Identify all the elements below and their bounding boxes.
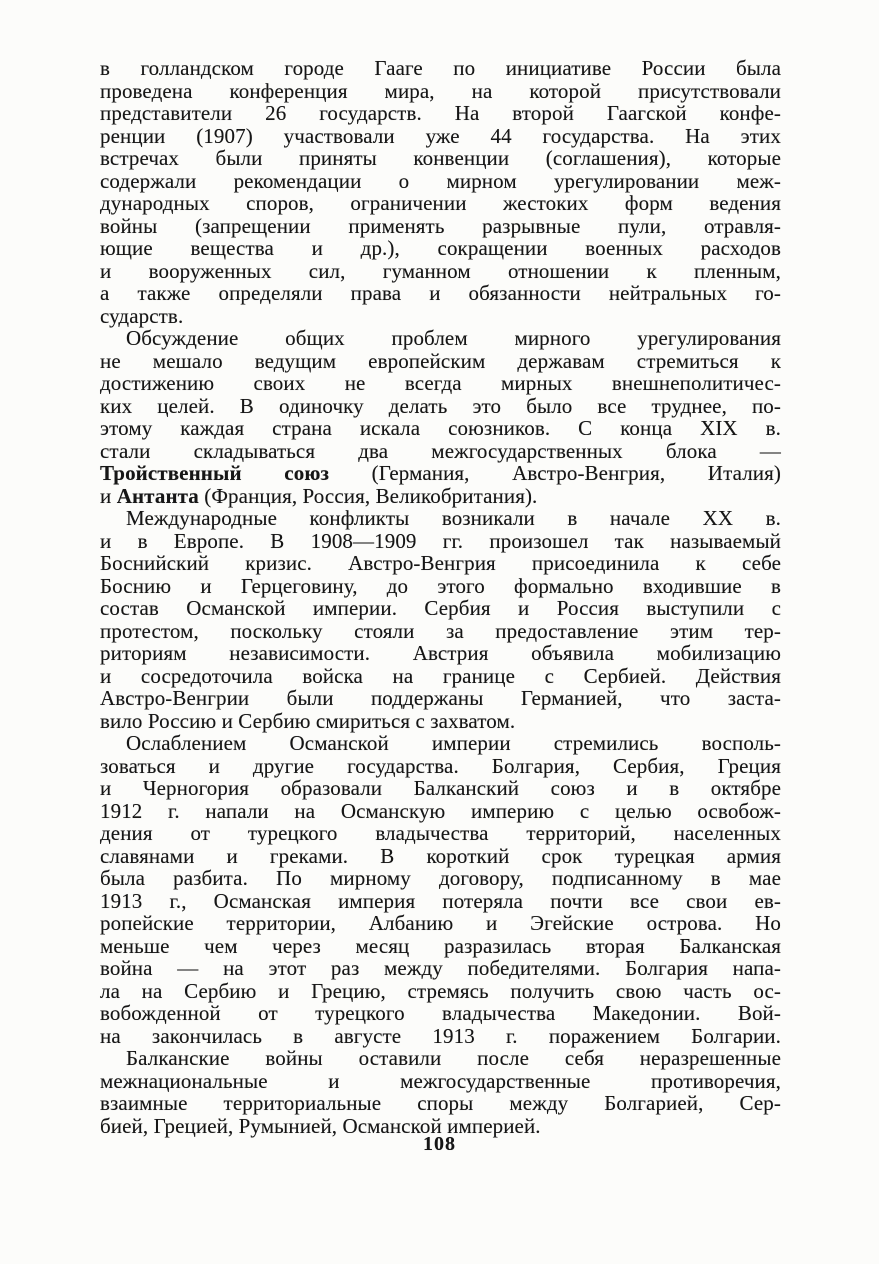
text-line — [100, 642, 781, 665]
text-segment: Ослаблением Османской империи стремились восполь- — [126, 731, 781, 755]
text-line — [100, 372, 781, 395]
text-line — [100, 665, 781, 688]
text-line — [100, 440, 781, 463]
text-segment: межнациональные и межгосударственные противоречия, — [100, 1068, 781, 1093]
text-segment: бией, Грецией, Румынией, Османской империей. — [100, 1113, 541, 1138]
text-line — [100, 507, 781, 530]
text-line — [100, 845, 781, 868]
text-line — [100, 552, 781, 575]
text-segment: и вооруженных сил, гуманном отношении к пленным, — [100, 258, 781, 283]
paragraph — [100, 1047, 781, 1137]
text-line — [100, 620, 781, 643]
text-segment: дения от турецкого владычества территорий, населенных — [100, 821, 781, 845]
text-segment: и — [100, 483, 117, 508]
text-segment: ренции (1907) участвовали уже 44 государства. На этих — [100, 123, 781, 148]
text-segment: содержали рекомендации о мирном урегулировании меж- — [100, 168, 781, 193]
text-segment: Боснийский кризис. Австро-Венгрия присоединила к себе — [100, 551, 781, 575]
text-line — [100, 822, 781, 845]
text-segment: на закончилась в августе 1913 г. поражением Болгарии. — [100, 1023, 781, 1048]
page-number: 108 — [423, 1133, 456, 1155]
text-line — [100, 800, 781, 823]
text-line — [100, 237, 781, 260]
text-line — [100, 867, 781, 890]
text-line — [100, 260, 781, 283]
text-line — [100, 57, 781, 80]
text-segment: риториям независимости. Австрия объявила мобилизацию — [100, 641, 781, 665]
text-line — [100, 125, 781, 148]
bold-text-segment: Антанта — [116, 483, 199, 508]
text-segment: зоваться и другие государства. Болгария, Сербия, Греция — [100, 753, 781, 778]
text-line — [100, 417, 781, 440]
bold-text-segment: Тройственный союз — [100, 461, 330, 485]
text-line — [100, 1025, 781, 1048]
text-line — [100, 1070, 781, 1093]
text-line — [100, 1092, 781, 1115]
text-line — [100, 597, 781, 620]
text-line — [100, 575, 781, 598]
text-segment: стали складываться два межгосударственных блока — — [100, 438, 781, 463]
text-segment: состав Османской империи. Сербия и Россия выступили с — [100, 596, 781, 620]
text-line — [100, 485, 781, 508]
text-segment: не мешало ведущим европейским державам стремиться к — [100, 348, 781, 373]
text-line — [100, 305, 781, 328]
text-segment: Балканские войны оставили после себя неразрешенные — [126, 1046, 781, 1070]
text-line — [100, 170, 781, 193]
text-line — [100, 147, 781, 170]
text-line — [100, 710, 781, 733]
text-segment: и Черногория образовали Балканский союз и в октябре — [100, 776, 781, 800]
text-segment: 1912 г. напали на Османскую империю с целью освобож- — [100, 798, 781, 823]
text-segment: в голландском городе Гааге по инициативе России была — [100, 56, 781, 80]
text-segment: славянами и греками. В короткий срок турецкая армия — [100, 843, 781, 868]
text-line — [100, 395, 781, 418]
paragraph — [100, 327, 781, 507]
text-segment: ропейские территории, Албанию и Эгейские острова. Но — [100, 911, 781, 935]
text-segment: меньше чем через месяц разразилась вторая Балканская — [100, 933, 781, 958]
paragraph — [100, 57, 781, 327]
text-segment: Боснию и Герцеговину, до этого формально входившие в — [100, 573, 781, 598]
text-segment: встречах были приняты конвенции (соглашения), которые — [100, 146, 781, 170]
text-line — [100, 350, 781, 373]
text-line — [100, 687, 781, 710]
text-segment: сударств. — [100, 303, 184, 328]
text-line — [100, 102, 781, 125]
text-segment: и в Европе. В 1908—1909 гг. произошел так называемый — [100, 528, 781, 553]
text-segment: ющие вещества и др.), сокращении военных расходов — [100, 236, 781, 260]
text-segment: Обсуждение общих проблем мирного урегулирования — [126, 326, 781, 350]
text-segment: (Германия, Австро-Венгрия, Италия) — [329, 461, 781, 485]
text-segment: война — на этот раз между победителями. Болгария напа- — [100, 956, 781, 980]
text-line — [100, 732, 781, 755]
text-line — [100, 957, 781, 980]
text-segment: а также определяли права и обязанности нейтральных го- — [100, 281, 781, 305]
text-segment: протестом, поскольку стояли за предоставление этим тер- — [100, 618, 781, 643]
text-block — [100, 57, 781, 1137]
text-segment: была разбита. По мирному договору, подписанному в мае — [100, 866, 781, 890]
text-line — [100, 192, 781, 215]
text-line — [100, 530, 781, 553]
paragraph — [100, 732, 781, 1047]
text-segment: Международные конфликты возникали в начале XX в. — [126, 506, 781, 530]
text-line — [100, 912, 781, 935]
text-segment: ла на Сербию и Грецию, стремясь получить свою часть ос- — [100, 978, 781, 1003]
text-segment: достижению своих не всегда мирных внешнеполитичес- — [100, 371, 781, 395]
text-line — [100, 1002, 781, 1025]
text-segment: Австро-Венгрии были поддержаны Германией, что заста- — [100, 686, 781, 710]
paragraph — [100, 507, 781, 732]
text-segment: вило Россию и Сербию смириться с захватом. — [100, 708, 516, 733]
text-line — [100, 327, 781, 350]
text-segment: и сосредоточила войска на границе с Сербией. Действия — [100, 663, 781, 688]
text-segment: (Франция, Россия, Великобритания). — [198, 483, 538, 508]
text-line — [100, 935, 781, 958]
text-segment: представители 26 государств. На второй Гаагской конфе- — [100, 101, 781, 125]
text-line — [100, 777, 781, 800]
text-segment: 1913 г., Османская империя потеряла почти все свои ев- — [100, 888, 781, 913]
text-segment: ких целей. В одиночку делать это было все труднее, по- — [100, 393, 781, 418]
text-line — [100, 462, 781, 485]
text-line — [100, 890, 781, 913]
text-segment: проведена конференция мира, на которой присутствовали — [100, 78, 781, 103]
text-line — [100, 755, 781, 778]
text-line — [100, 282, 781, 305]
text-line — [100, 1047, 781, 1070]
text-segment: этому каждая страна искала союзников. С конца XIX в. — [100, 416, 781, 440]
text-line — [100, 980, 781, 1003]
text-segment: вобожденной от турецкого владычества Македонии. Вой- — [100, 1001, 781, 1025]
text-line — [100, 215, 781, 238]
text-segment: взаимные территориальные споры между Болгарией, Сер- — [100, 1091, 781, 1115]
text-line — [100, 80, 781, 103]
text-segment: войны (запрещении применять разрывные пули, отравля- — [100, 213, 781, 238]
text-segment: дународных споров, ограничении жестоких форм ведения — [100, 191, 781, 215]
